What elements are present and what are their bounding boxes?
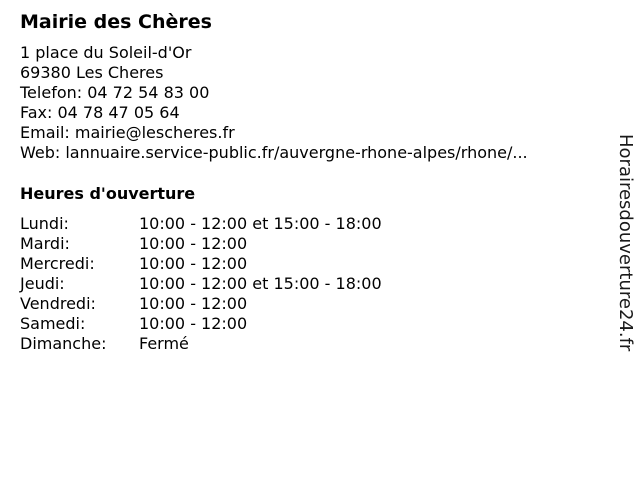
time-value: 10:00 - 12:00 et 15:00 - 18:00	[139, 274, 382, 293]
street-address: 1 place du Soleil-d'Or	[20, 43, 192, 62]
day-label: Mardi:	[20, 234, 70, 253]
day-label: Mercredi:	[20, 254, 95, 273]
opening-hours-heading: Heures d'ouverture	[20, 184, 196, 203]
time-value: 10:00 - 12:00	[139, 254, 248, 273]
day-label: Samedi:	[20, 314, 86, 333]
time-value: 10:00 - 12:00	[139, 294, 248, 313]
time-value: 10:00 - 12:00	[139, 234, 248, 253]
day-label: Dimanche:	[20, 334, 107, 353]
day-label: Jeudi:	[20, 274, 65, 293]
time-value: 10:00 - 12:00	[139, 314, 248, 333]
day-label: Lundi:	[20, 214, 69, 233]
email-address: Email: mairie@lescheres.fr	[20, 123, 235, 142]
contact-info	[20, 43, 528, 163]
website-url: Web: lannuaire.service-public.fr/auvergne-rhone-alpes/rhone/...	[20, 143, 528, 162]
time-value: 10:00 - 12:00 et 15:00 - 18:00	[139, 214, 382, 233]
phone-number: Telefon: 04 72 54 83 00	[20, 83, 210, 102]
brand-watermark: Horairesdouverture24.fr	[615, 134, 636, 352]
time-value: Fermé	[139, 334, 189, 353]
day-label: Vendredi:	[20, 294, 96, 313]
city-postcode: 69380 Les Cheres	[20, 63, 164, 82]
fax-number: Fax: 04 78 47 05 64	[20, 103, 180, 122]
page-title: Mairie des Chères	[20, 11, 212, 33]
